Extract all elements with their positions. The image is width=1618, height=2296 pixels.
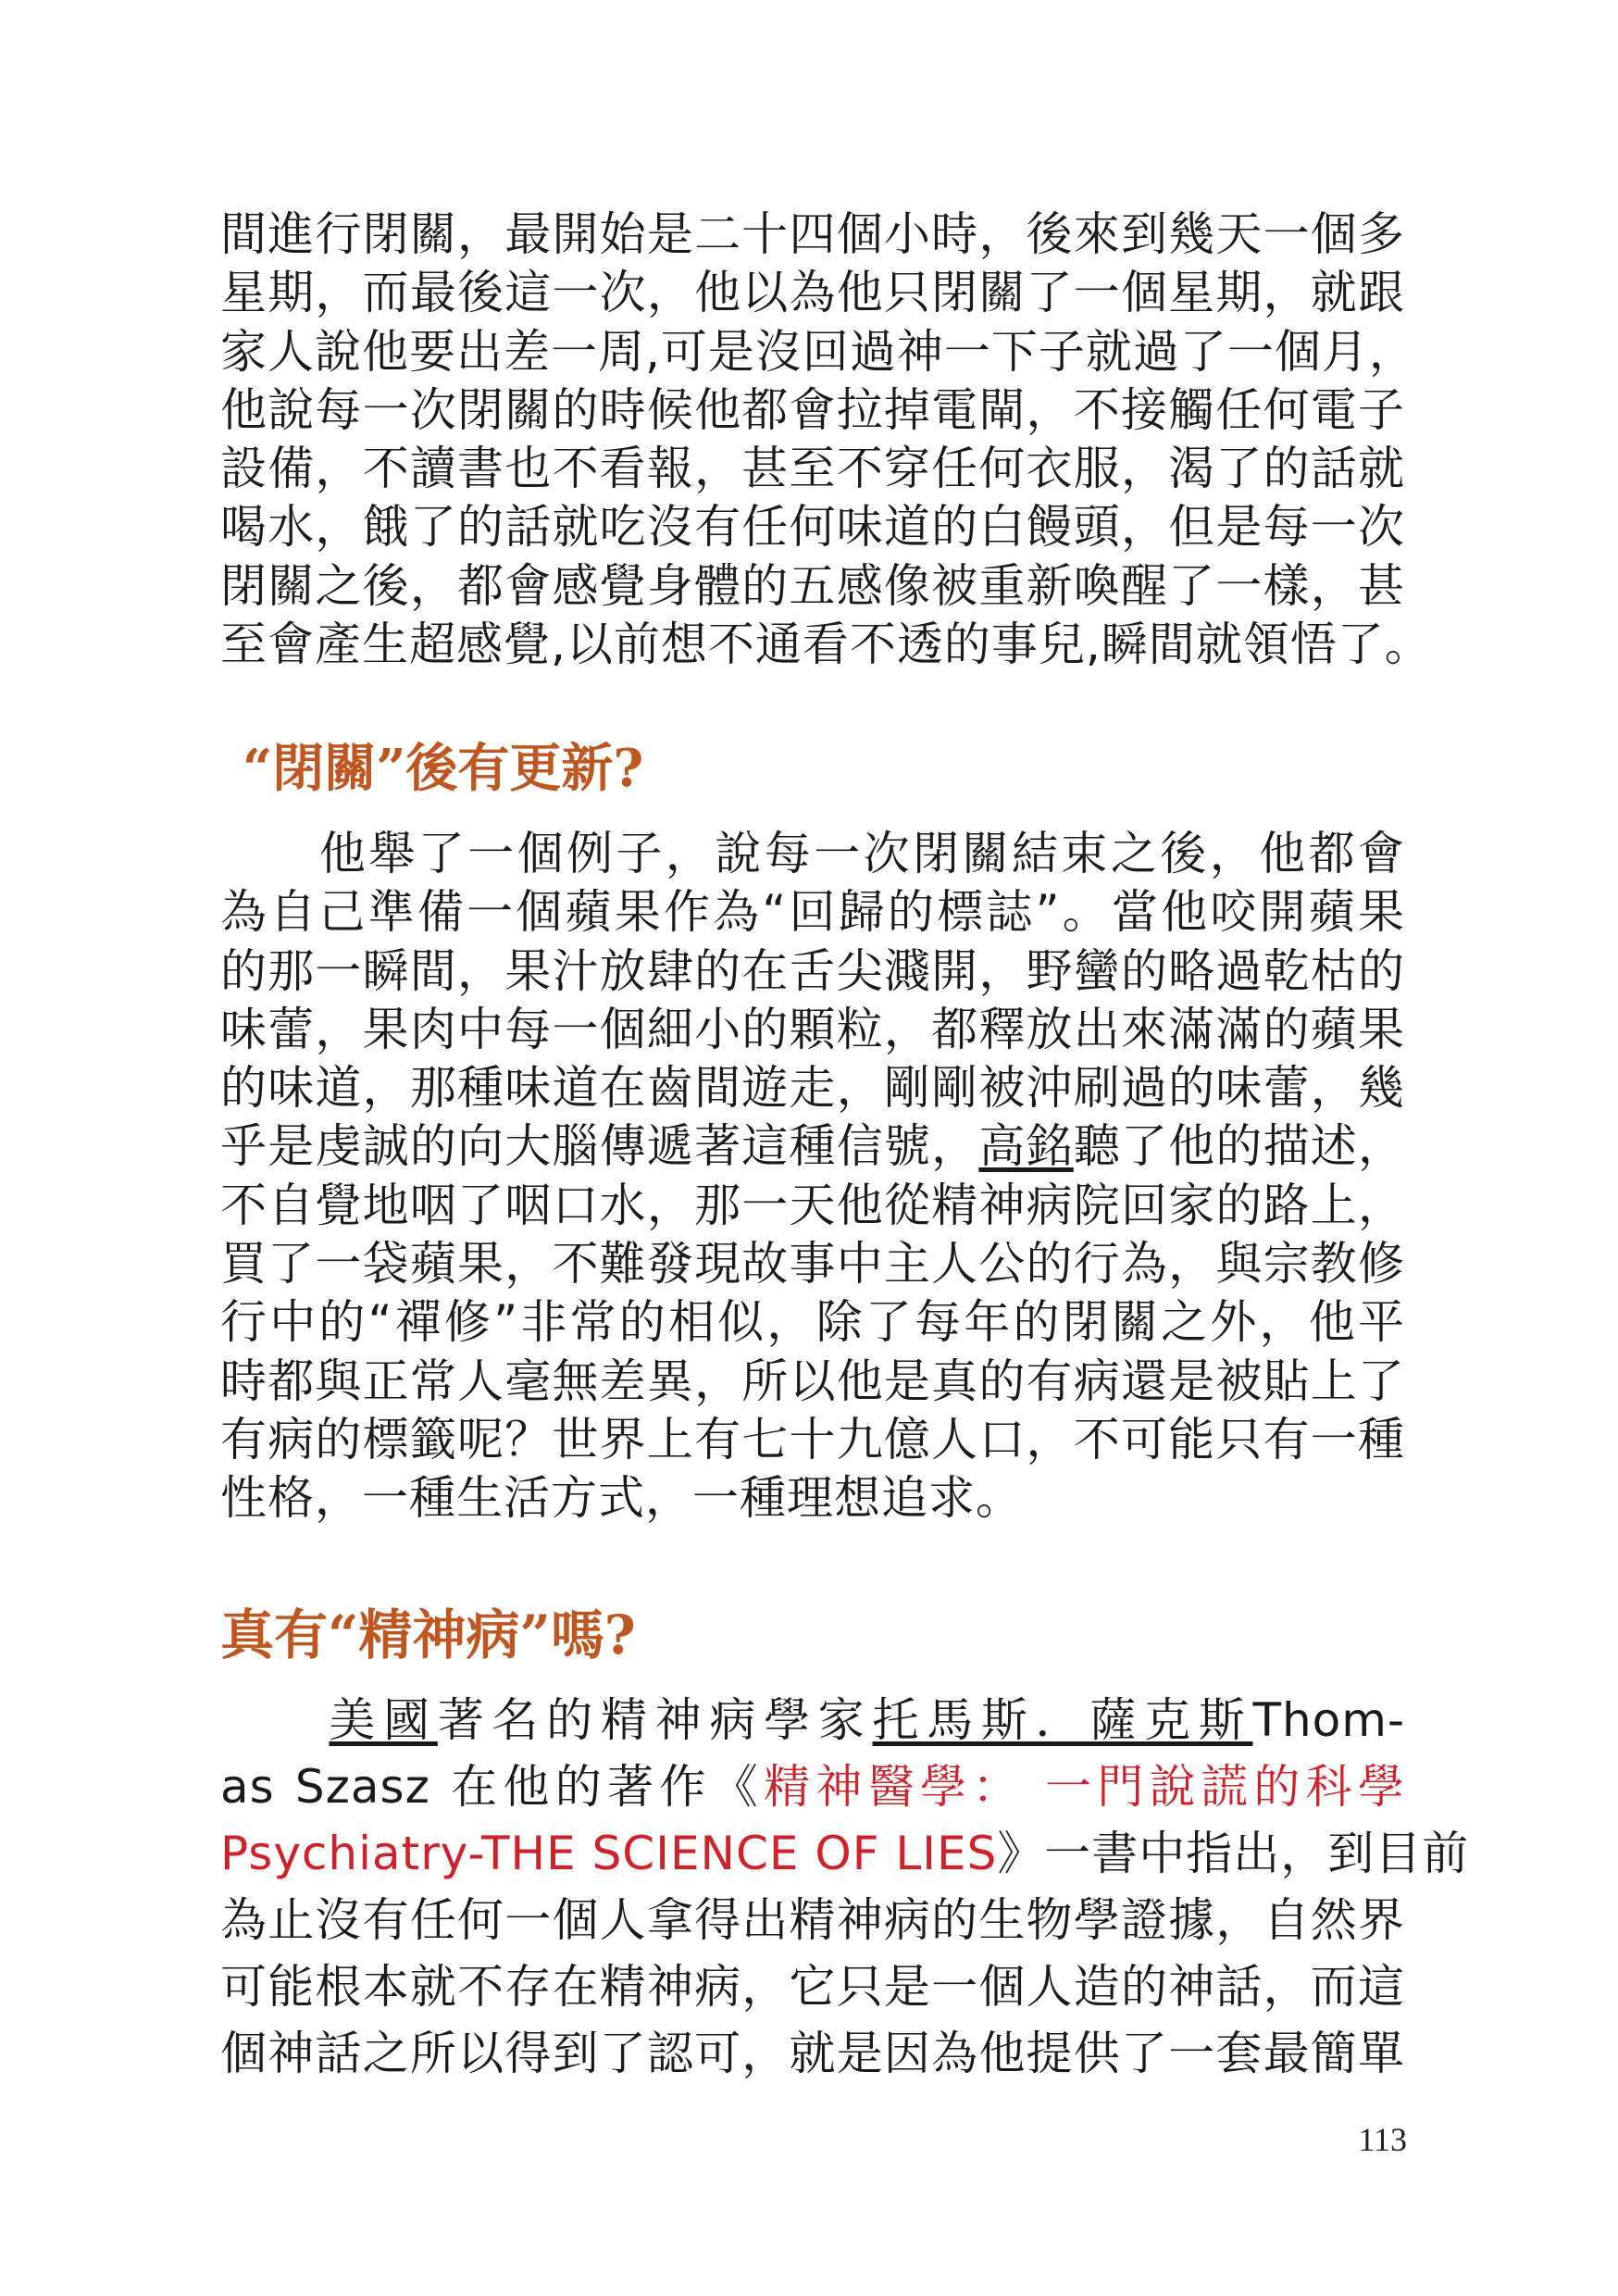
author-name-zh: 托馬斯．薩克斯 bbox=[872, 1693, 1253, 1747]
text-span: 聽了他的描述， bbox=[1073, 1119, 1406, 1174]
book-title-en: Psychiatry-THE SCIENCE OF LIES bbox=[220, 1827, 998, 1880]
section-heading-2: 真有“精神病”嗎? bbox=[220, 1603, 636, 1666]
book-title-zh: 精神醫學： 一門說謊的科學 bbox=[764, 1760, 1405, 1814]
section-heading-1: “閉關”後有更新? bbox=[243, 738, 644, 799]
text-line: 家人說他要出差一周,可是沒回過神一下子就過了一個月， bbox=[220, 324, 1416, 379]
text-line: 個神話之所以得到了認可，就是因為他提供了一套最簡單 bbox=[220, 2027, 1405, 2080]
text-line: 間進行閉關，最開始是二十四個小時，後來到幾天一個多 bbox=[220, 207, 1405, 261]
text-line: 的那一瞬間，果汁放肆的在舌尖濺開，野蠻的略過乾枯的 bbox=[220, 943, 1405, 998]
page-number: 113 bbox=[1358, 2121, 1407, 2158]
text-span: 》一書中指出，到目前 bbox=[997, 1827, 1470, 1880]
paragraph-1-text bbox=[220, 206, 1432, 674]
country-name: 美國 bbox=[329, 1693, 438, 1747]
text-line bbox=[220, 1820, 1470, 1887]
text-line: 為自己準備一個蘋果作為“回歸的標誌”。當他咬開蘋果 bbox=[220, 885, 1405, 940]
text-line bbox=[220, 1117, 1405, 1176]
author-name-en-part1: Thom- bbox=[1252, 1693, 1406, 1747]
text-span: 著名的精神病學家 bbox=[437, 1693, 873, 1747]
text-line: 設備，不讀書也不看報，甚至不穿任何衣服，渴了的話就 bbox=[220, 442, 1405, 496]
text-line: 時都與正常人毫無差異，所以他是真的有病還是被貼上了 bbox=[220, 1354, 1405, 1408]
text-line: 買了一袋蘋果，不難發現故事中主人公的行為，與宗教修 bbox=[220, 1237, 1405, 1292]
text-line: 他舉了一個例子，說每一次閉關結束之後，他都會 bbox=[220, 827, 1405, 880]
text-line: 不自覺地咽了咽口水，那一天他從精神病院回家的路上， bbox=[220, 1178, 1405, 1232]
text-line: 閉關之後，都會感覺身體的五感像被重新喚醒了一樣，甚 bbox=[220, 558, 1405, 613]
text-line: 星期，而最後這一次，他以為他只閉關了一個星期，就跟 bbox=[220, 266, 1405, 320]
author-name-en-part2: as Szasz bbox=[220, 1760, 430, 1814]
paragraph-3 bbox=[220, 1687, 1470, 2087]
paragraph-3-text bbox=[220, 1687, 1470, 2087]
text-line: 性格，一種生活方式，一種理想追求。 bbox=[220, 1471, 1023, 1526]
text-span: 乎是虔誠的向大腦傳遞著這種信號， bbox=[220, 1119, 979, 1174]
text-line: 他說每一次閉關的時候他都會拉掉電閘，不接觸任何電子 bbox=[220, 382, 1405, 437]
text-line: 可能根本就不存在精神病，它只是一個人造的神話，而這 bbox=[220, 1960, 1405, 2014]
text-line bbox=[220, 1687, 1405, 1753]
text-line: 至會產生超感覺,以前想不通看不透的事兒,瞬間就領悟了。 bbox=[220, 618, 1432, 672]
text-line bbox=[220, 1753, 1405, 1820]
text-line: 味蕾，果肉中每一個細小的顆粒，都釋放出來滿滿的蘋果 bbox=[220, 1002, 1405, 1056]
text-span: 在他的著作《 bbox=[451, 1760, 765, 1814]
text-line: 的味道，那種味道在齒間遊走，剛剛被沖刷過的味蕾，幾 bbox=[220, 1061, 1405, 1116]
text-line: 行中的“禪修”非常的相似，除了每年的閉關之外，他平 bbox=[220, 1295, 1405, 1350]
text-line: 為止沒有任何一個人拿得出精神病的生物學證據，自然界 bbox=[220, 1893, 1405, 1947]
paragraph-1 bbox=[220, 206, 1432, 674]
text-line: 喝水，餓了的話就吃沒有任何味道的白饅頭，但是每一次 bbox=[220, 500, 1405, 555]
indent bbox=[220, 1693, 329, 1747]
person-name-gaoming: 高銘 bbox=[978, 1119, 1074, 1174]
text-line: 有病的標籤呢？世界上有七十九億人口，不可能只有一種 bbox=[220, 1412, 1405, 1466]
paragraph-2 bbox=[220, 825, 1405, 1529]
paragraph-2-text bbox=[220, 825, 1405, 1529]
